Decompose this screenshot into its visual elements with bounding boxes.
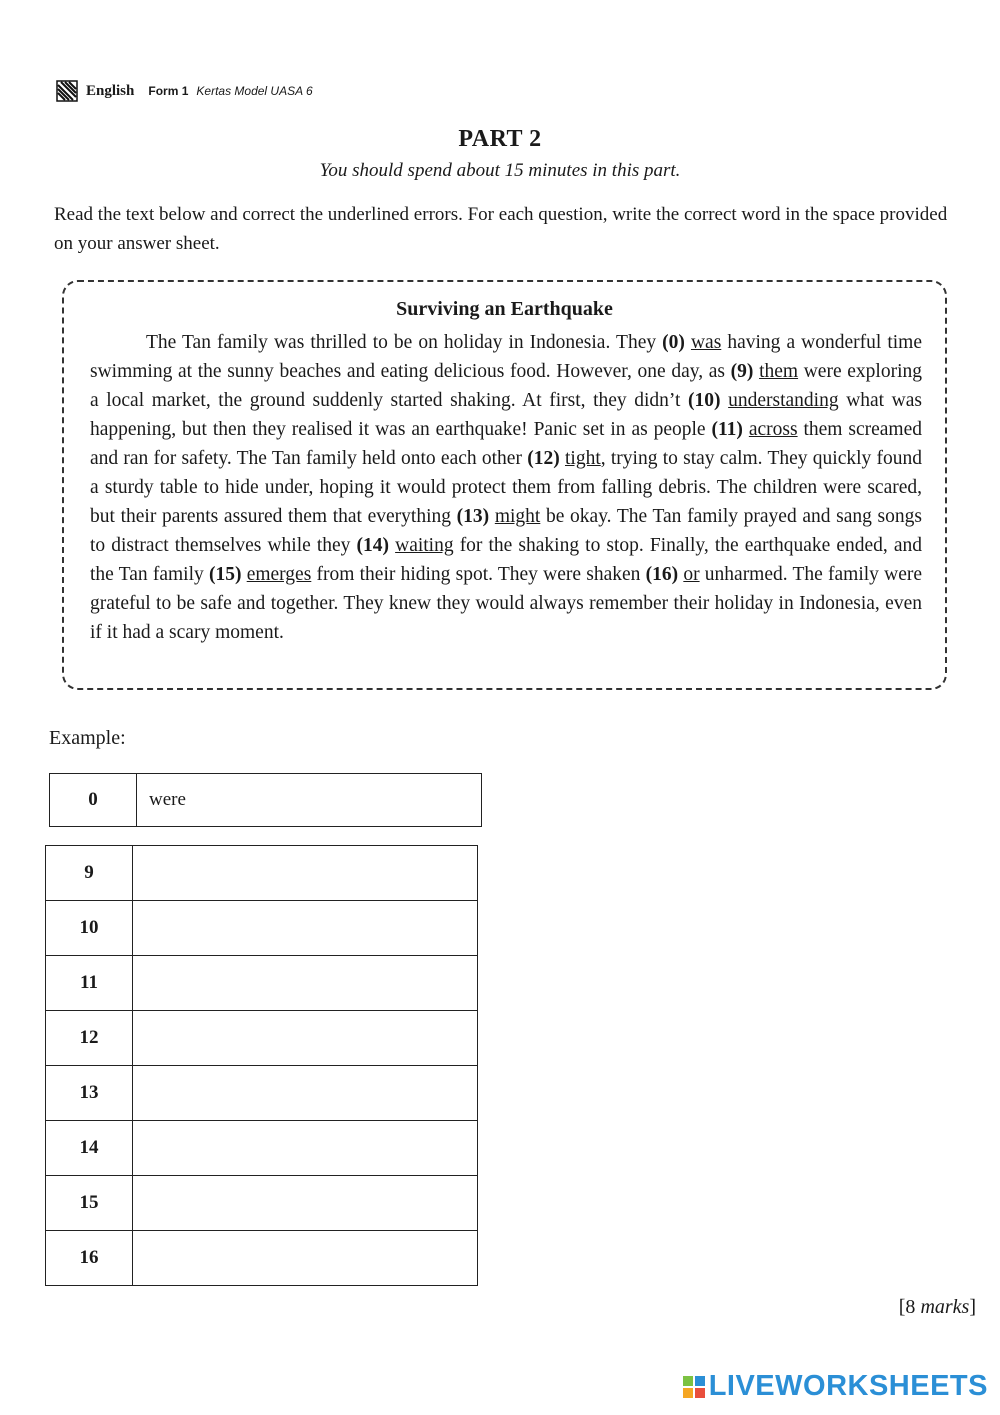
passage-title: Surviving an Earthquake [396, 298, 613, 320]
underlined-error: might [494, 506, 541, 527]
question-number: (0) [662, 332, 685, 353]
passage-segment: them screamed and ran for safety. The Tan family held onto each other [90, 419, 923, 469]
answer-row [46, 1231, 478, 1286]
answer-row [46, 956, 478, 1011]
example-label: Example: [49, 727, 126, 749]
passage-segment: The Tan family was thrilled to be on holiday in Indonesia. They [146, 332, 663, 353]
passage-segment: for the shaking to stop. Finally, the earthquake ended, and the Tan family [90, 535, 923, 585]
underlined-error: across [748, 419, 798, 440]
underlined-error: was [690, 332, 722, 353]
answer-number: 9 [46, 846, 133, 901]
question-number: (12) [527, 448, 560, 469]
header-form: Form 1 [148, 84, 189, 98]
passage-segment: what was happening, but then they realised it was an earthquake! Panic set in as people [90, 390, 923, 440]
answer-number: 14 [46, 1121, 133, 1176]
answer-field[interactable] [133, 1176, 478, 1231]
page-header [56, 80, 313, 102]
answer-number: 13 [46, 1066, 133, 1121]
example-row [50, 774, 482, 827]
publisher-logo-icon [56, 80, 78, 102]
answer-row [46, 901, 478, 956]
underlined-error: understanding [728, 390, 839, 411]
passage-text [90, 328, 922, 647]
liveworksheets-logo-icon [683, 1376, 705, 1398]
example-answer: were [137, 774, 482, 827]
answer-field[interactable] [133, 1011, 478, 1066]
passage-segment: unharmed. The family were grateful to be safe and together. They knew they would always remember their holiday in Indonesia, even if it had a scary moment. [90, 564, 923, 643]
question-number: (15) [208, 564, 242, 585]
answer-row [46, 1121, 478, 1176]
underlined-error: emerges [246, 564, 312, 585]
question-number: (10) [688, 390, 721, 411]
passage-segment: having a wonderful time swimming at the sunny beaches and eating delicious food. However, one day, as [90, 332, 922, 382]
question-number: (13) [456, 506, 490, 527]
answer-field[interactable] [133, 1121, 478, 1176]
answer-field[interactable] [133, 846, 478, 901]
example-table [49, 773, 482, 827]
answer-field[interactable] [133, 956, 478, 1011]
underlined-error: waiting [395, 535, 454, 556]
underlined-error: them [759, 361, 799, 382]
watermark-text: LIVEWORKSHEETS [708, 1370, 988, 1402]
part-subtitle: You should spend about 15 minutes in this part. [319, 160, 681, 181]
question-number: (11) [711, 419, 743, 440]
answer-field[interactable] [133, 1231, 478, 1286]
header-paper: Kertas Model UASA 6 [196, 84, 313, 98]
passage-segment: were exploring a local market, the ground suddenly started shaking. At first, they didn’t [90, 361, 922, 411]
marks-label: [8 marks] [898, 1296, 976, 1318]
instructions: Read the text below and correct the underlined errors. For each question, write the correct word in the space provided on your answer sheet. [54, 204, 948, 254]
passage-segment: from their hiding spot. They were shaken [311, 564, 646, 585]
passage-segment: be okay. The Tan family prayed and sang songs to distract themselves while they [90, 506, 922, 556]
answer-number: 12 [46, 1011, 133, 1066]
underlined-error: tight [564, 448, 601, 469]
answer-row [46, 1011, 478, 1066]
answer-number: 11 [46, 956, 133, 1011]
question-number: (14) [356, 535, 390, 556]
answer-number: 15 [46, 1176, 133, 1231]
answer-row [46, 1176, 478, 1231]
question-number: (16) [645, 564, 679, 585]
answer-field[interactable] [133, 1066, 478, 1121]
answer-row [46, 846, 478, 901]
header-subject: English [86, 82, 135, 99]
part-title: PART 2 [458, 126, 542, 152]
answer-field[interactable] [133, 901, 478, 956]
liveworksheets-watermark [683, 1370, 988, 1403]
answer-number: 10 [46, 901, 133, 956]
passage-box [62, 280, 947, 690]
answer-row [46, 1066, 478, 1121]
example-number: 0 [50, 774, 137, 827]
answer-table [45, 845, 478, 1286]
answer-number: 16 [46, 1231, 133, 1286]
underlined-error: or [683, 564, 700, 585]
question-number: (9) [730, 361, 754, 382]
passage-segment: , trying to stay calm. They quickly found a sturdy table to hide under, hoping it would protect them from falling debris. The children were scared, but their parents assured them that everything [90, 448, 923, 527]
